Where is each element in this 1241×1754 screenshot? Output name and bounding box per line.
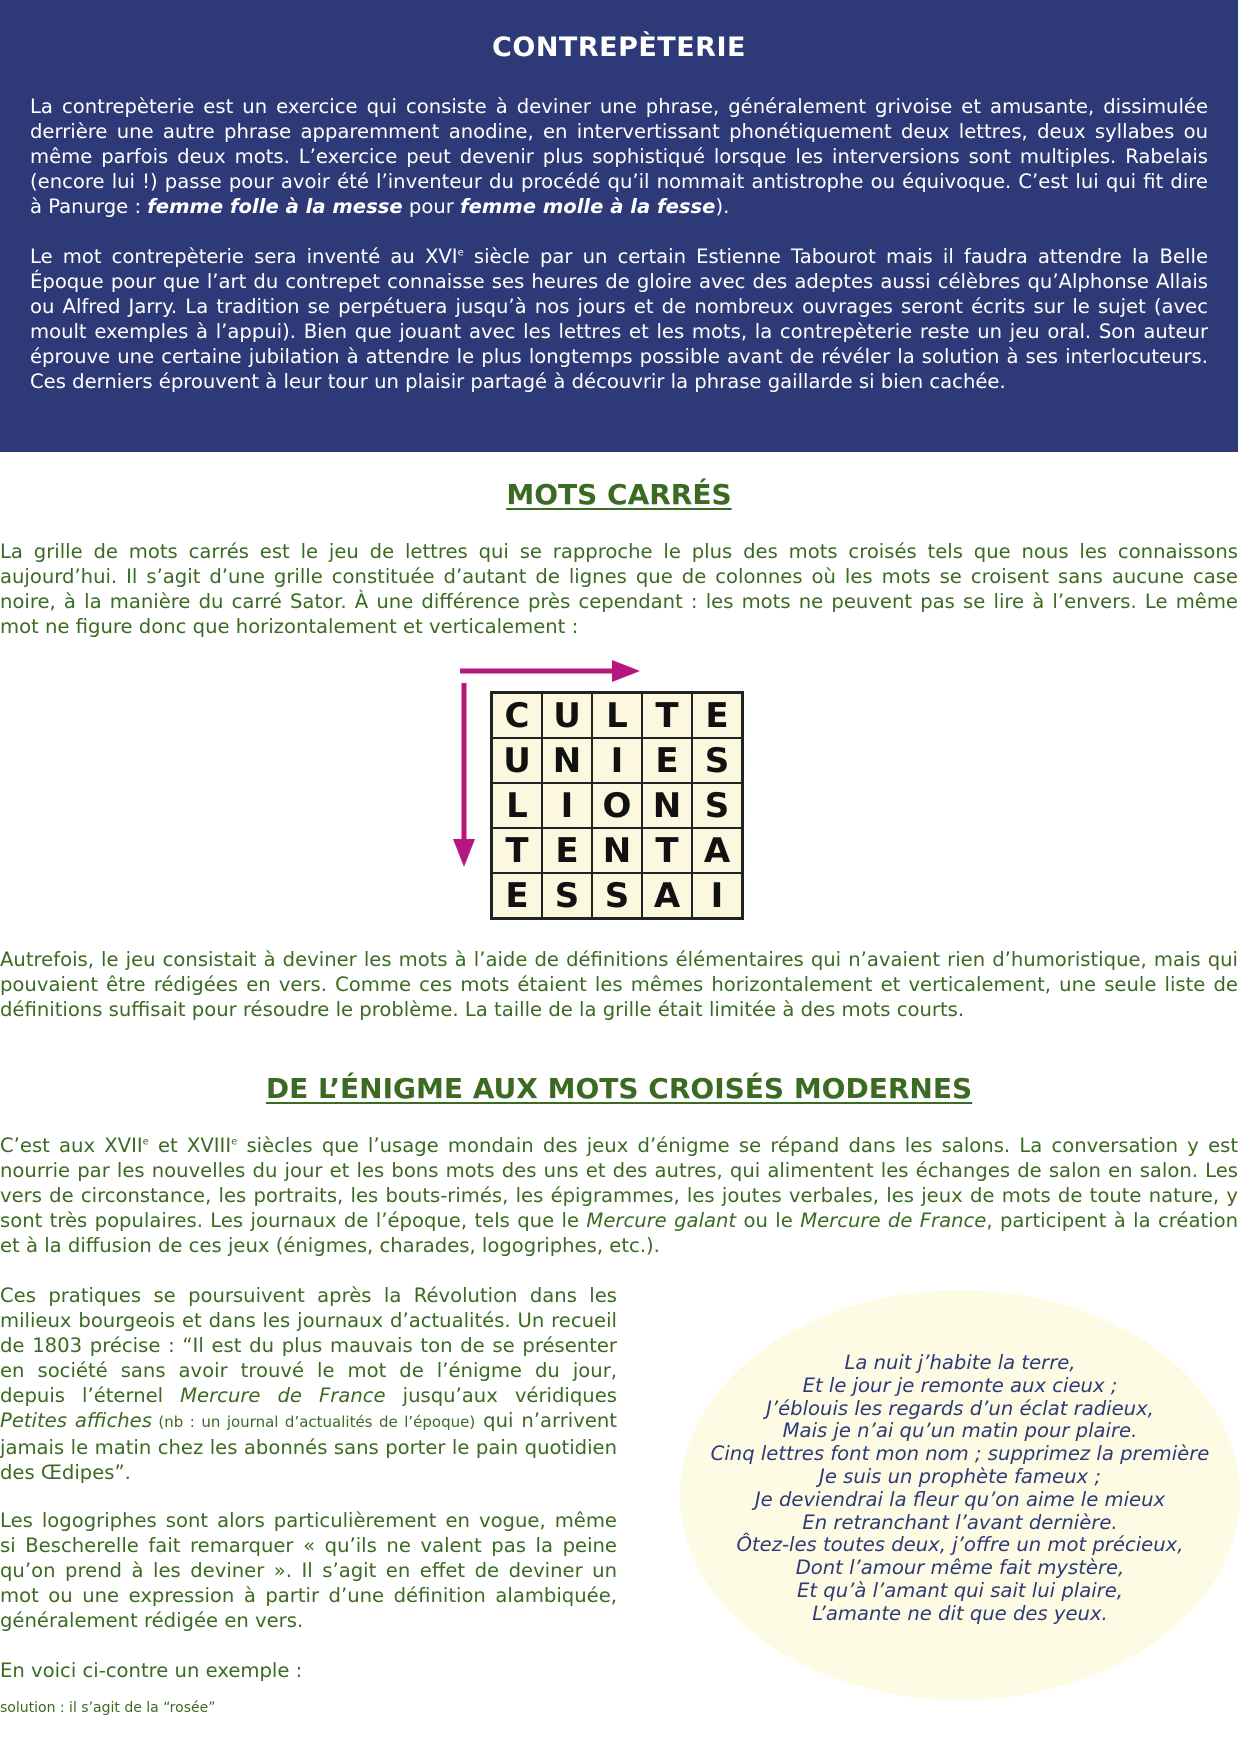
text-span: ou le xyxy=(736,1209,801,1232)
text-span: C’est aux XVII xyxy=(0,1134,143,1157)
enigme-paragraph-1 xyxy=(0,1133,1238,1258)
mots-carres-intro: La grille de mots carrés est le jeu de lettres qui se rapproche le plus des mots croisés tels que nous les connaissons aujourd’hui. Il s’agit d’une grille constituée d’autant de lignes que de colonnes où les mots se croisent sans aucune case noire, à la manière du carré Sator. À une différence près cependant : les mots ne peuvent pas se lire à l’envers. Le même mot ne figure donc que horizontalement et verticalement : xyxy=(0,540,1238,638)
example-phrase-1: femme folle à la messe xyxy=(147,195,403,218)
enigme-paragraph-4: En voici ci-contre un exemple : xyxy=(0,1659,303,1682)
grid-cell: T xyxy=(492,828,542,873)
grid-cell: T xyxy=(642,828,692,873)
grid-cell: N xyxy=(542,738,592,783)
grid-cell: L xyxy=(492,783,542,828)
grid-cell: C xyxy=(492,693,542,738)
text-span: , participent à la création et à la diffusion de ces jeux (énigmes, charades, logogriphes, etc.). xyxy=(0,1209,1238,1257)
vertical-arrow-head xyxy=(453,839,475,867)
journal-title: Petites affiches xyxy=(0,1409,152,1432)
grid-cell: I xyxy=(592,738,642,783)
grid-cell: I xyxy=(692,873,742,918)
solution-note: solution : il s’agit de la “rosée” xyxy=(0,1700,216,1716)
logogriph-poem xyxy=(680,1352,1240,1626)
contrepeterie-title: CONTREPÈTERIE xyxy=(492,32,746,63)
horizontal-arrow-head xyxy=(612,660,640,682)
grid-cell: T xyxy=(642,693,692,738)
poem-line: J’éblouis les regards d’un éclat radieux, xyxy=(766,1396,1154,1420)
grid-cell: N xyxy=(592,828,642,873)
journal-title: Mercure galant xyxy=(586,1209,737,1232)
contrepeterie-paragraph-2 xyxy=(30,244,1208,394)
footnote-note: (nb : un journal d’actualités de l’époque) xyxy=(151,1413,476,1431)
journal-title: Mercure de France xyxy=(800,1209,987,1232)
contrepeterie-paragraph-1 xyxy=(30,94,1208,219)
grid-cell: E xyxy=(492,873,542,918)
grid-cell: A xyxy=(642,873,692,918)
grid-cell: E xyxy=(642,738,692,783)
superscript: e xyxy=(457,247,464,259)
poem-line: Ôtez-les toutes deux, j’offre un mot précieux, xyxy=(736,1533,1184,1557)
word-square-grid xyxy=(490,691,744,920)
grid-cell: S xyxy=(692,738,742,783)
text-span: La contrepèterie est un exercice qui consiste à deviner une phrase, généralement grivoise et amusante, dissimulée derrière une autre phrase apparemment anodine, en intervertissant phonétiquement deux lettres, deux syllabes ou même parfois deux mots. L’exercice peut devenir plus sophistiqué lorsque les interversions sont multiples. Rabelais (encore lui !) passe pour avoir été l’inventeur du procédé qu’il nommait antistrophe ou équivoque. C’est lui qui fit dire à Panurge : xyxy=(30,95,1208,218)
text-span: jusqu’aux véridiques xyxy=(385,1384,617,1407)
contrepeterie-banner xyxy=(0,0,1238,452)
poem-line: La nuit j’habite la terre, xyxy=(844,1351,1076,1374)
example-phrase-2: femme molle à la fesse xyxy=(460,195,716,218)
superscript: e xyxy=(231,1136,238,1148)
mots-carres-title: MOTS CARRÉS xyxy=(506,478,732,511)
text-span: Le mot contrepèterie sera inventé au XVI xyxy=(30,245,458,268)
grid-cell: E xyxy=(542,828,592,873)
poem-line: L’amante ne dit que des yeux. xyxy=(812,1601,1108,1625)
text-span: siècle par un certain Estienne Tabourot mais il faudra attendre la Belle Époque pour que l’art du contrepet connaisse ses heures de gloire avec des adeptes aussi célèbres qu’Alphonse Allais ou Alfred Jarry. La tradition se perpétuera jusqu’à nos jours et de nombreux ouvrages seront écrits sur le sujet (avec moult exemples à l’appui). Bien que jouant avec les lettres et les mots, la contrepèterie reste un jeu oral. Son auteur éprouve une certaine jubilation à attendre le plus longtemps possible avant de révéler la solution à ses interlocuteurs. Ces derniers éprouvent à leur tour un plaisir partagé à découvrir la phrase gaillarde si bien cachée. xyxy=(30,245,1208,393)
journal-title: Mercure de France xyxy=(180,1384,386,1407)
grid-cell: N xyxy=(642,783,692,828)
grid-cell: S xyxy=(542,873,592,918)
grid-cell: L xyxy=(592,693,642,738)
poem-line: Je deviendrai la fleur qu’on aime le mieux xyxy=(754,1487,1166,1511)
text-span: Ces pratiques se poursuivent après la Révolution dans les milieux bourgeois et dans les journaux d’actualités. Un recueil de 1803 précise : “Il est du plus mauvais ton de se présenter en société sans avoir trouvé le mot de l’énigme du jour, depuis l’éternel xyxy=(0,1284,617,1407)
grid-cell: I xyxy=(542,783,592,828)
text-span: ). xyxy=(715,195,730,218)
text-span: siècles que l’usage mondain des jeux d’énigme se répand dans les salons. La conversation y est nourrie par les nouvelles du jour et les bons mots des uns et des autres, qui alimentent les échanges de salon en salon. Les vers de circonstance, les portraits, les bouts-rimés, les épigrammes, les joutes verbales, les jeux de mots de toute nature, y sont très populaires. Les journaux de l’époque, tels que le xyxy=(0,1134,1239,1232)
superscript: e xyxy=(142,1136,149,1148)
poem-line: Mais je n’ai qu’un matin pour plaire. xyxy=(782,1419,1138,1443)
poem-line: En retranchant l’avant dernière. xyxy=(802,1510,1118,1534)
poem-line: Cinq lettres font mon nom ; supprimez la première xyxy=(710,1442,1210,1466)
text-span: qui n’arrivent jamais le matin chez les abonnés sans porter le pain quotidien des Œdipes”. xyxy=(0,1409,617,1484)
text-span: et XVIII xyxy=(148,1134,232,1157)
grid-cell: E xyxy=(692,693,742,738)
poem-line: Dont l’amour même fait mystère, xyxy=(795,1556,1125,1580)
poem-line: Et le jour je remonte aux cieux ; xyxy=(802,1373,1118,1397)
text-span: pour xyxy=(402,195,461,218)
enigme-title: DE L’ÉNIGME AUX MOTS CROISÉS MODERNES xyxy=(265,1072,973,1105)
enigme-paragraph-3: Les logogriphes sont alors particulièrement en vogue, même si Bescherelle fait remarquer « qu’ils ne valent pas la peine qu’on prend à les deviner ». Il s’agit en effet de deviner un mot ou une expression à partir d’une définition alambiquée, généralement rédigée en vers. xyxy=(0,1509,617,1632)
mots-carres-outro: Autrefois, le jeu consistait à deviner les mots à l’aide de définitions élémentaires qui n’avaient rien d’humoristique, mais qui pouvaient être rédigées en vers. Comme ces mots étaient les mêmes horizontalement et verticalement, une seule liste de définitions suffisait pour résoudre le problème. La taille de la grille était limitée à des mots courts. xyxy=(0,948,1238,1021)
grid-cell: U xyxy=(492,738,542,783)
grid-cell: O xyxy=(592,783,642,828)
poem-line: Et qu’à l’amant qui sait lui plaire, xyxy=(796,1578,1123,1602)
grid-cell: S xyxy=(592,873,642,918)
grid-cell: S xyxy=(692,783,742,828)
grid-cell: A xyxy=(692,828,742,873)
enigme-paragraph-2 xyxy=(0,1283,617,1485)
poem-line: Je suis un prophète fameux ; xyxy=(819,1464,1101,1488)
grid-cell: U xyxy=(542,693,592,738)
